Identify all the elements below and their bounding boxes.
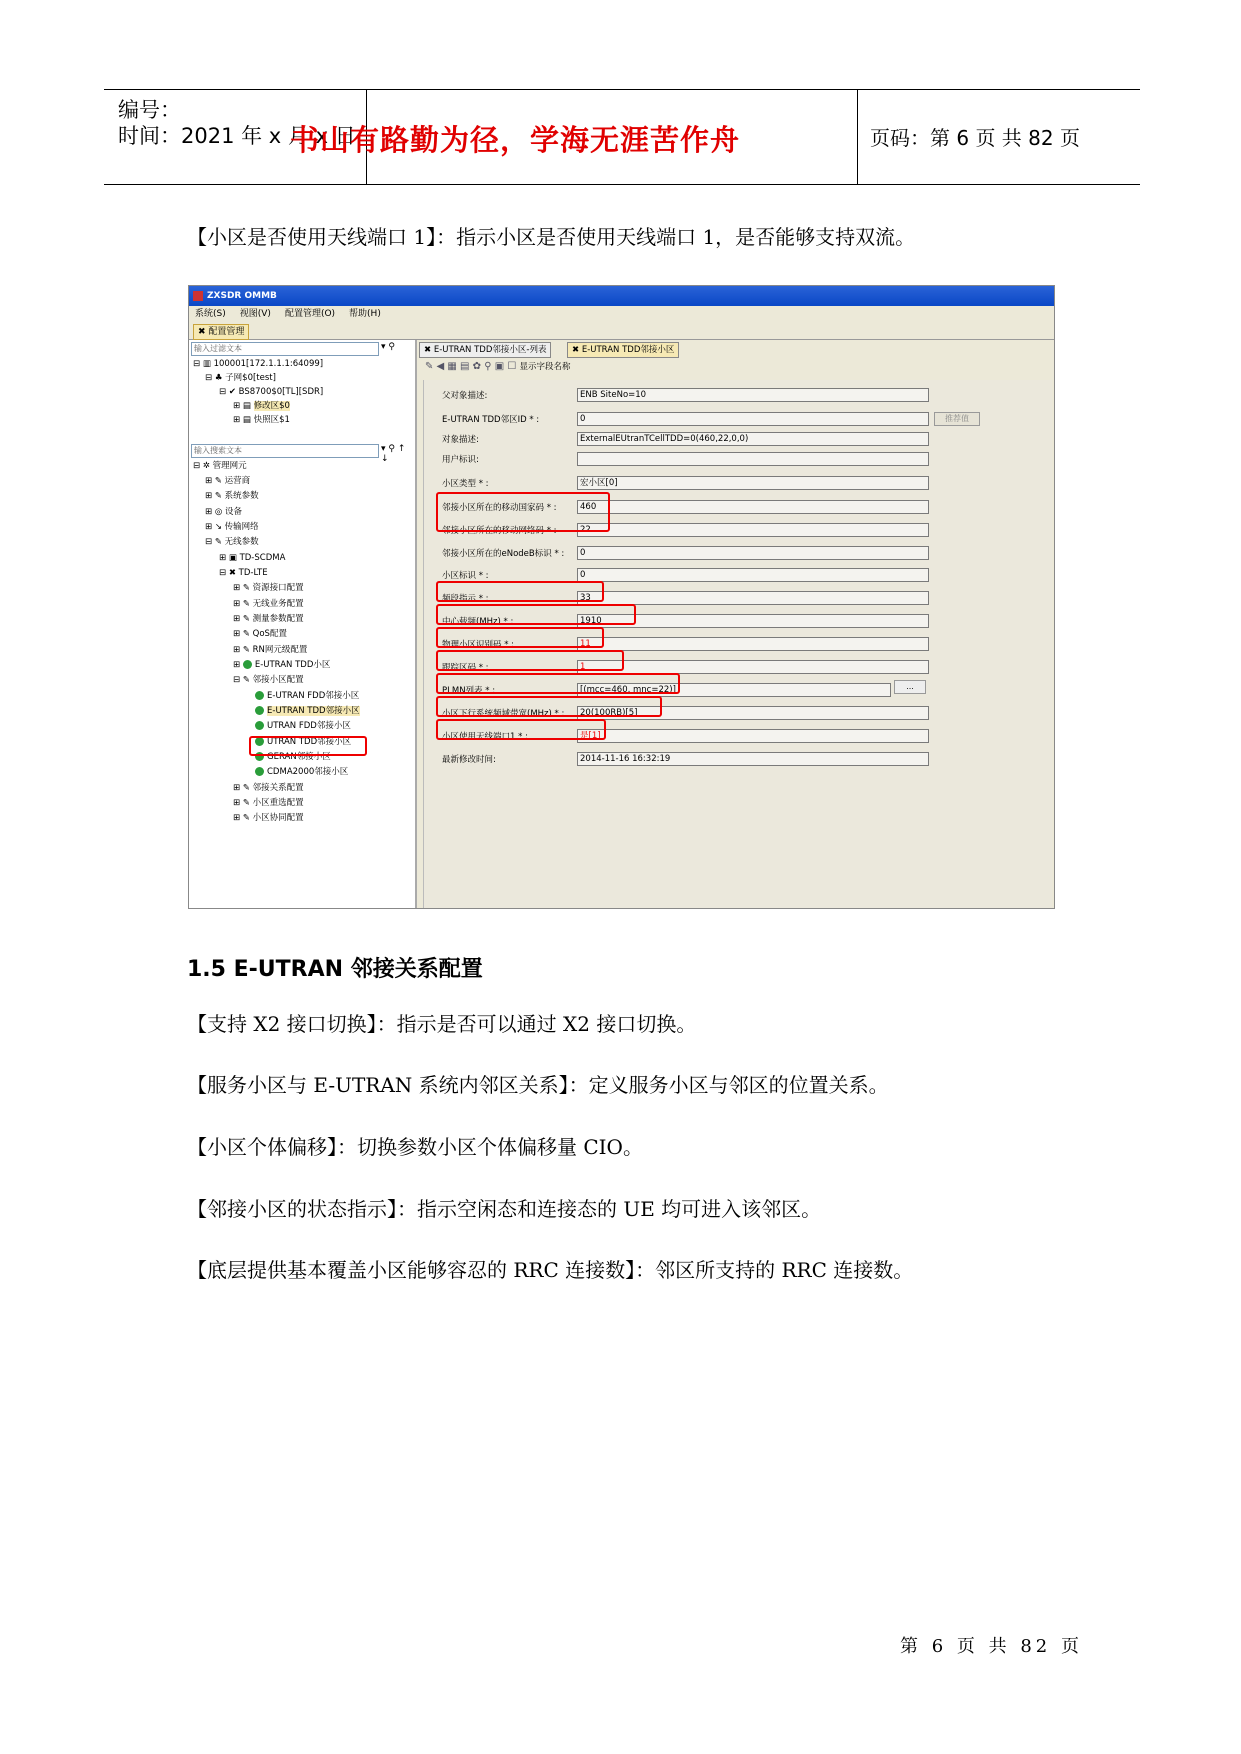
- tree-node[interactable]: ⊞ ✎ 小区协同配置: [233, 813, 304, 823]
- highlight-box: [436, 627, 604, 648]
- field-value[interactable]: 宏小区[0]: [577, 476, 929, 490]
- highlight-box: [436, 581, 604, 602]
- tree-node[interactable]: ⊞ ✎ 运营商: [205, 476, 251, 486]
- field-label: 小区标识 * :: [442, 571, 489, 581]
- tree-node[interactable]: UTRAN FDD邻接小区: [255, 720, 351, 732]
- paragraph-antenna-port: 【小区是否使用天线端口 1】：指示小区是否使用天线端口 1，是否能够支持双流。: [187, 225, 916, 249]
- tree-node-snapshot-area[interactable]: ⊞ ▤ 快照区$1: [233, 415, 290, 425]
- tree-node[interactable]: ⊞ ✎ QoS配置: [233, 629, 287, 639]
- tree-node-server[interactable]: ⊟ ▥ 100001[172.1.1.1:64099]: [193, 359, 324, 369]
- tree-node[interactable]: ⊞ ◎ 设备: [205, 507, 242, 517]
- tree-node[interactable]: ⊞ ↘ 传输网络: [205, 522, 259, 532]
- field-value[interactable]: 0: [577, 568, 929, 582]
- tree-node-selected[interactable]: E-UTRAN TDD邻接小区: [255, 705, 360, 717]
- globe-icon: [255, 691, 264, 700]
- paragraph: 【小区个体偏移】：切换参数小区个体偏移量 CIO。: [187, 1135, 643, 1159]
- highlight-box: [436, 492, 610, 532]
- tree-node[interactable]: ⊟ ✖ TD-LTE: [219, 568, 268, 578]
- highlight-box: [436, 673, 680, 694]
- field-label: 邻接小区所在的移动网络码 * :: [442, 526, 557, 536]
- menu-view[interactable]: 视图(V): [239, 309, 271, 319]
- tree-node[interactable]: ⊞ ▣ TD-SCDMA: [219, 553, 286, 563]
- tree-node[interactable]: ⊟ ✲ 管理网元: [193, 461, 247, 471]
- tree-node[interactable]: ⊞ ✎ RN网元级配置: [233, 645, 308, 655]
- tree-node[interactable]: E-UTRAN FDD邻接小区: [255, 690, 359, 702]
- ne-tree: [189, 358, 413, 444]
- paragraph: 【底层提供基本覆盖小区能够容忍的 RRC 连接数】：邻区所支持的 RRC 连接数。: [187, 1258, 914, 1282]
- paragraph: 【支持 X2 接口切换】：指示是否可以通过 X2 接口切换。: [187, 1012, 697, 1036]
- field-label: 频段指示 * :: [442, 594, 489, 604]
- page-footer: 第 6 页 共 82 页: [900, 1636, 1083, 1657]
- search-input[interactable]: 输入搜索文本: [191, 444, 379, 458]
- tree-node[interactable]: ⊞ ✎ 小区重选配置: [233, 798, 304, 808]
- search-nav-icon[interactable]: ▾ ⚲ ↑ ↓: [381, 444, 406, 464]
- field-label: 父对象描述:: [442, 391, 488, 401]
- tree-node[interactable]: ⊞ ✎ 系统参数: [205, 491, 259, 501]
- field-label: 邻接小区所在的eNodeB标识 * :: [442, 549, 565, 559]
- tab-config-label: 配置管理: [208, 327, 245, 337]
- highlight-box: [249, 736, 367, 756]
- config-tab-row: [189, 323, 1054, 340]
- toolbar-icons[interactable]: ✎ ◀ ▦ ▤ ✿ ⚲ ▣ ☐ 显示字段名称: [425, 361, 571, 372]
- config-tree: [189, 460, 413, 906]
- tab-tdd-neighbor[interactable]: ✖ E-UTRAN TDD邻接小区: [567, 342, 679, 358]
- field-label: 最新修改时间:: [442, 755, 496, 765]
- doc-time-label: 时间：2021 年 x 月 x 日: [118, 124, 356, 148]
- tree-node[interactable]: ⊞ ✎ 邻接关系配置: [233, 783, 304, 793]
- tree-node[interactable]: ⊞ E-UTRAN TDD小区: [233, 660, 331, 670]
- field-value[interactable]: 0: [577, 412, 929, 426]
- right-pane: [417, 340, 1054, 908]
- tab-config-management[interactable]: [193, 324, 249, 340]
- field-label: 中心载频(MHz) * :: [442, 617, 514, 627]
- globe-icon: [243, 660, 252, 669]
- field-value[interactable]: 33: [577, 591, 929, 605]
- tree-node[interactable]: CDMA2000邻接小区: [255, 766, 348, 778]
- field-label: 小区下行系统频域带宽(MHz) * :: [442, 709, 565, 719]
- tree-node[interactable]: ⊞ ✎ 资源接口配置: [233, 583, 304, 593]
- tree-node-modify-area[interactable]: ⊞ ▤ 修改区$0: [233, 401, 290, 411]
- field-value[interactable]: 0: [577, 546, 929, 560]
- field-value[interactable]: 22: [577, 523, 929, 537]
- field-value[interactable]: 是[1]: [577, 729, 929, 743]
- field-label: 用户标识:: [442, 455, 479, 465]
- highlight-box: [436, 719, 606, 740]
- plmn-edit-button[interactable]: ...: [894, 680, 926, 694]
- embedded-screenshot: [188, 285, 1055, 909]
- window-titlebar: [189, 286, 1054, 306]
- property-form: [423, 380, 1052, 908]
- show-field-name-checkbox[interactable]: 显示字段名称: [519, 362, 571, 372]
- field-value[interactable]: ExternalEUtranTCellTDD=0(460,22,0,0): [577, 432, 929, 446]
- paragraph: 【服务小区与 E-UTRAN 系统内邻区关系】：定义服务小区与邻区的位置关系。: [187, 1073, 889, 1097]
- field-value[interactable]: 1910: [577, 614, 929, 628]
- tree-node[interactable]: UTRAN TDD邻接小区: [255, 736, 351, 748]
- field-value[interactable]: 2014-11-16 16:32:19: [577, 752, 929, 766]
- menu-bar: [189, 306, 1054, 323]
- highlight-box: [436, 650, 624, 671]
- tree-node-bs8700[interactable]: ⊟ ✔ BS8700$0[TL][SDR]: [219, 387, 324, 397]
- header-motto: 书山有路勤为径，学海无涯苦作舟: [290, 123, 741, 157]
- highlight-box: [436, 604, 636, 625]
- tree-node-subnet[interactable]: ⊟ ♣ 子网$0[test]: [205, 373, 276, 383]
- section-title: 1.5 E-UTRAN 邻接关系配置: [187, 957, 483, 982]
- menu-config[interactable]: 配置管理(O): [284, 309, 336, 319]
- page-number-label: 页码：第 6 页 共 82 页: [870, 126, 1080, 150]
- field-value[interactable]: [577, 452, 929, 466]
- field-label: 物理小区识别码 * :: [442, 640, 515, 650]
- search-icon[interactable]: ▾ ⚲: [381, 342, 395, 352]
- highlight-box: [436, 696, 662, 717]
- tree-node[interactable]: ⊞ ✎ 测量参数配置: [233, 614, 304, 624]
- field-label: 跟踪区码 * :: [442, 663, 489, 673]
- left-pane: [189, 340, 417, 908]
- field-label: E-UTRAN TDD邻区ID * :: [442, 415, 540, 425]
- globe-icon: [255, 721, 264, 730]
- field-value[interactable]: 20(100RB)[5]: [577, 706, 929, 720]
- window-title: ZXSDR OMMB: [207, 291, 277, 301]
- tree-node[interactable]: ⊞ ✎ 无线业务配置: [233, 599, 304, 609]
- field-label: 小区类型 * :: [442, 479, 489, 489]
- close-icon[interactable]: ✖: [198, 327, 209, 337]
- field-label: 对象描述:: [442, 435, 479, 445]
- header-right-cell: [857, 90, 1140, 184]
- globe-icon: [255, 767, 264, 776]
- field-value[interactable]: 1: [577, 660, 929, 674]
- paragraph: 【邻接小区的状态指示】：指示空闲态和连接态的 UE 均可进入该邻区。: [187, 1197, 822, 1221]
- doc-number-label: 编号：: [118, 98, 181, 122]
- menu-system[interactable]: 系统(S): [195, 309, 226, 319]
- field-value[interactable]: 11: [577, 637, 929, 651]
- tree-node[interactable]: GERAN邻接小区: [255, 751, 331, 763]
- menu-help[interactable]: 帮助(H): [349, 309, 381, 319]
- globe-icon: [255, 706, 264, 715]
- tree-node[interactable]: ⊟ ✎ 邻接小区配置: [233, 675, 304, 685]
- app-icon: [193, 291, 203, 301]
- tree-node[interactable]: ⊟ ✎ 无线参数: [205, 537, 259, 547]
- field-value[interactable]: [(mcc=460, mnc=22)]: [577, 683, 891, 697]
- field-label: PLMN列表 * :: [442, 686, 496, 696]
- filter-input[interactable]: 输入过滤文本: [191, 342, 379, 356]
- field-label: 小区使用天线端口1 * :: [442, 732, 528, 742]
- field-label: 邻接小区所在的移动国家码 * :: [442, 503, 557, 513]
- recommend-button[interactable]: 推荐值: [934, 412, 980, 426]
- field-value[interactable]: 460: [577, 500, 929, 514]
- tab-tdd-neighbor-list[interactable]: ✖ E-UTRAN TDD邻接小区-列表: [419, 342, 551, 358]
- field-value[interactable]: ENB SiteNo=10: [577, 388, 929, 402]
